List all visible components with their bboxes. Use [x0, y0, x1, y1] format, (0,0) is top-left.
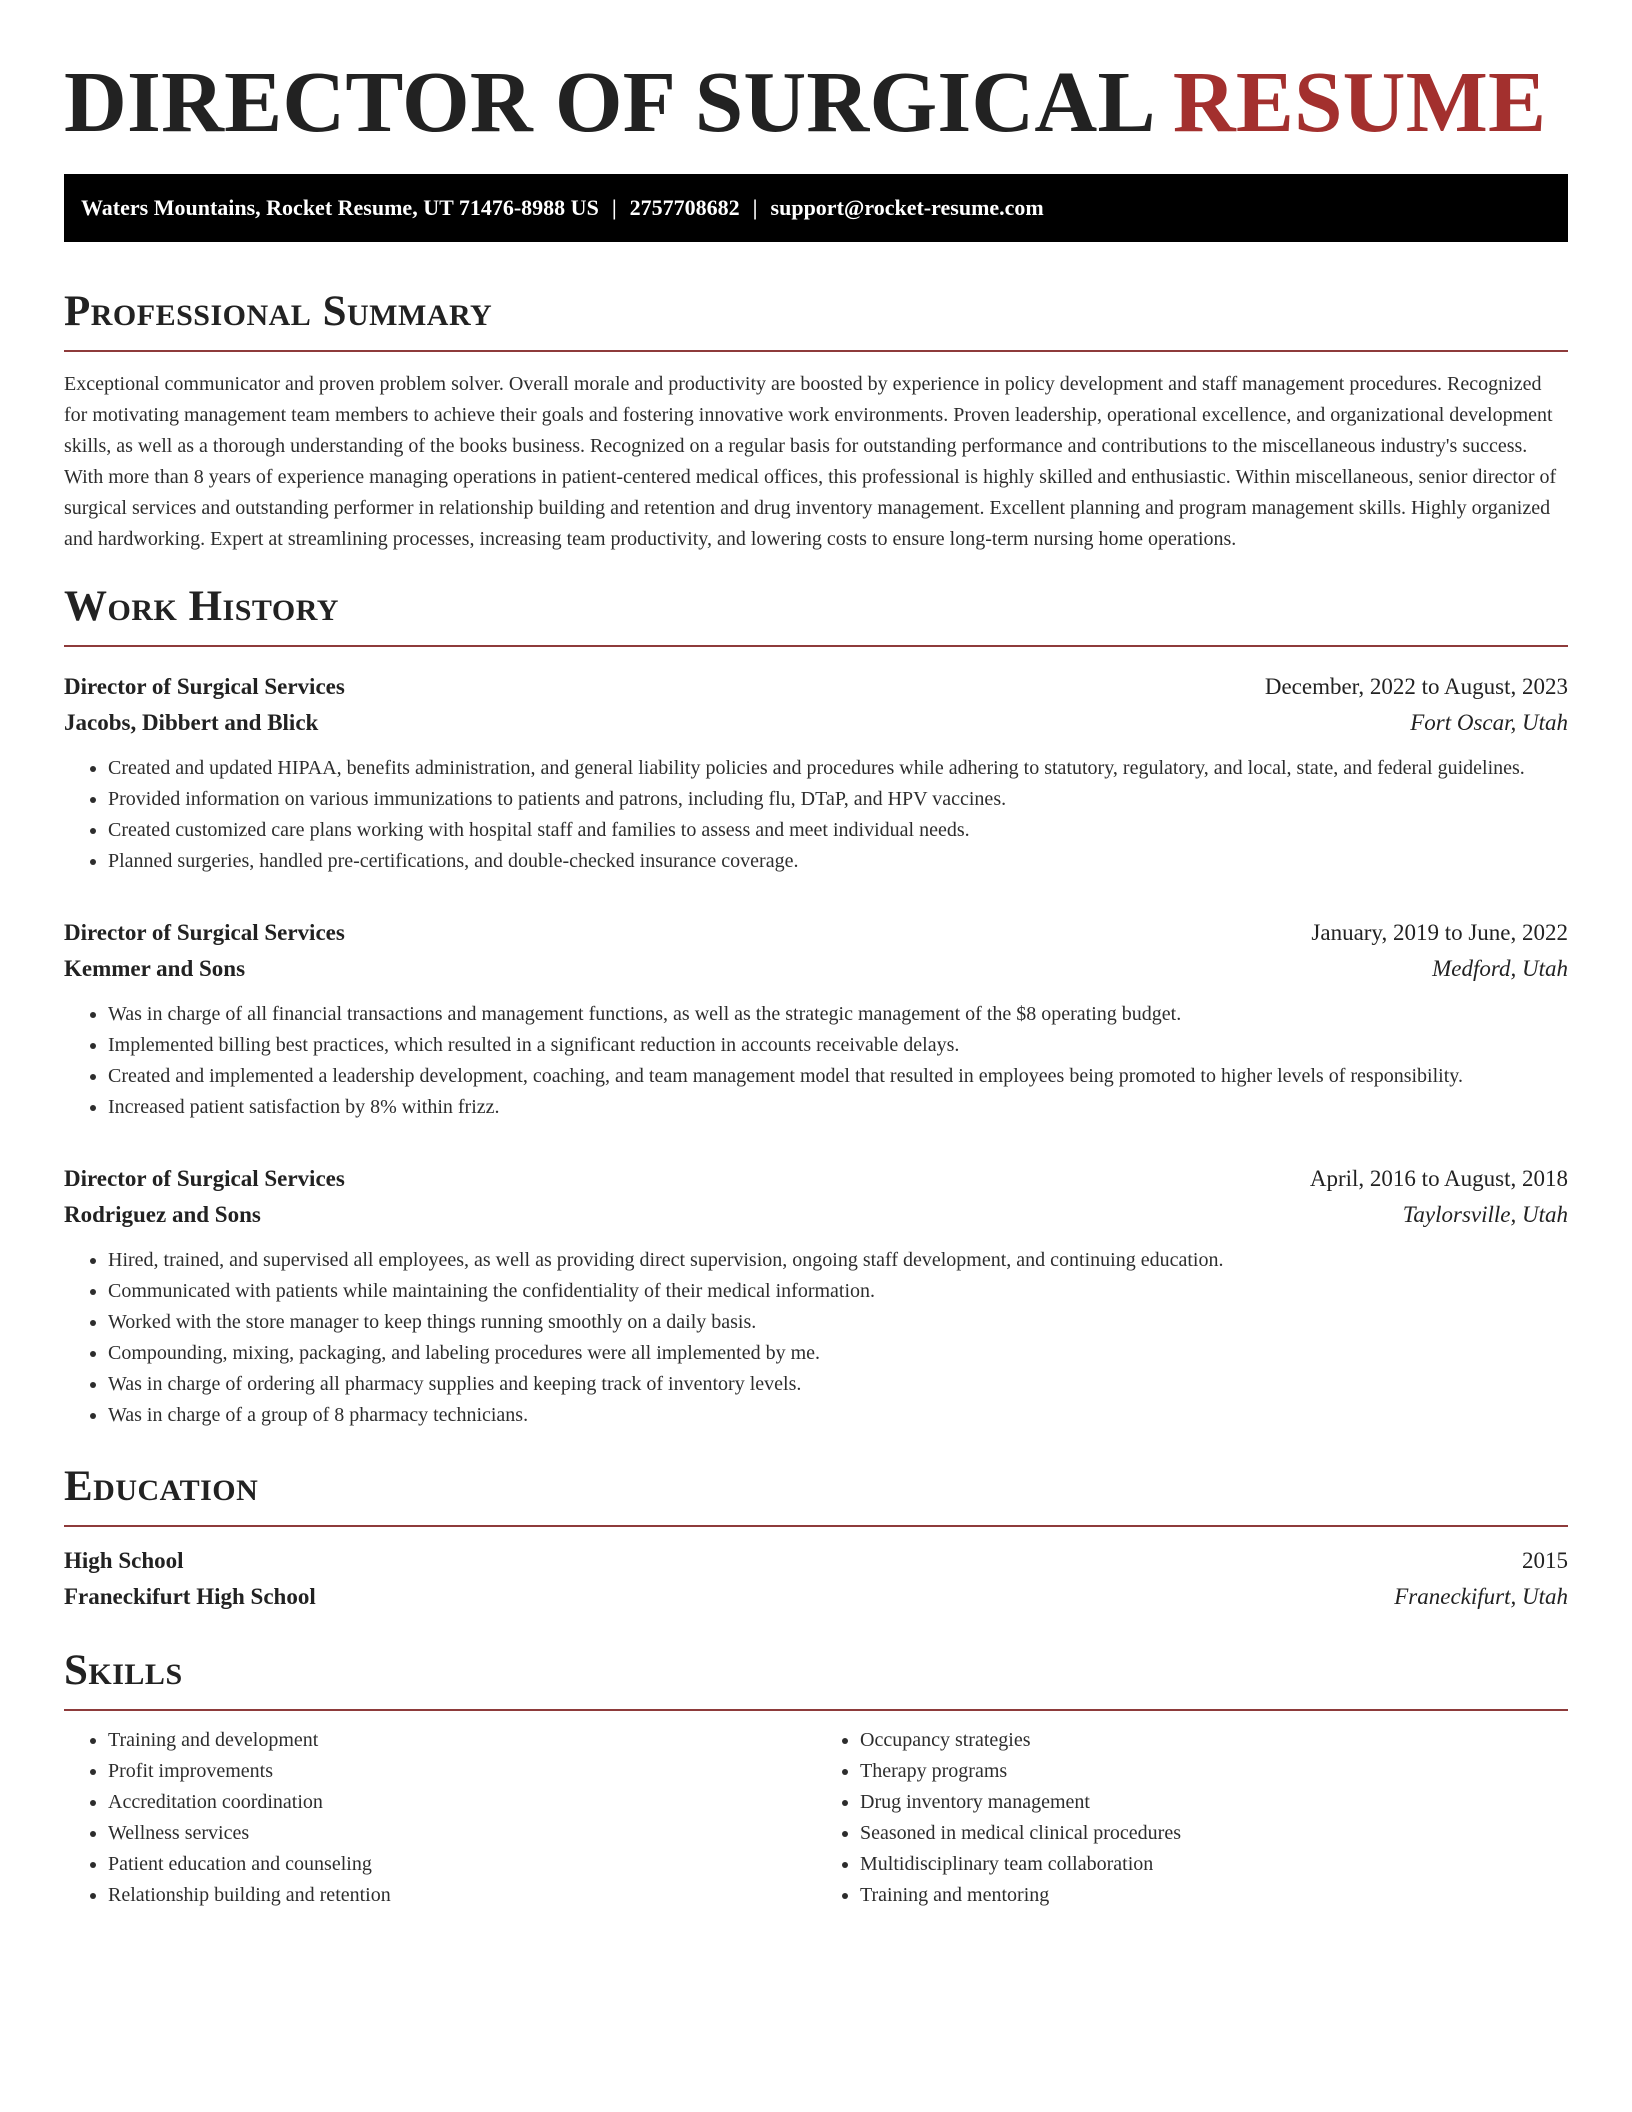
- job-location: Fort Oscar, Utah: [1410, 710, 1568, 735]
- skill-item: • Drug inventory management: [860, 1787, 1568, 1818]
- job-title: Director of Surgical Services: [64, 1166, 345, 1191]
- job-bullet: • Was in charge of a group of 8 pharmacy technicians.: [108, 1400, 1568, 1431]
- summary-section: [64, 286, 1568, 555]
- job-dates: April, 2016 to August, 2018: [1309, 1166, 1568, 1191]
- job-bullets: [64, 753, 1568, 877]
- skill-item: • Relationship building and retention: [108, 1880, 816, 1911]
- education-section: [64, 1461, 1568, 1615]
- education-entry: [64, 1543, 1568, 1615]
- work-history-heading: Work History: [64, 583, 339, 630]
- job-title: Director of Surgical Services: [64, 674, 345, 699]
- job-bullets: [64, 999, 1568, 1123]
- job-company: Jacobs, Dibbert and Blick: [64, 710, 319, 735]
- contact-separator: |: [752, 195, 758, 220]
- job-entry: [64, 669, 1568, 877]
- job-bullet: • Created and updated HIPAA, benefits administration, and general liability policies and procedures while adhering to statutory, regulatory, and local, state, and federal guidelines.: [108, 753, 1568, 784]
- skills-columns: [64, 1725, 1568, 1911]
- job-bullet: • Implemented billing best practices, which resulted in a significant reduction in accounts receivable delays.: [108, 1030, 1568, 1061]
- skill-item: • Patient education and counseling: [108, 1849, 816, 1880]
- job-bullet: • Was in charge of all financial transactions and management functions, as well as the strategic management of the $8 operating budget.: [108, 999, 1568, 1030]
- section-divider: [64, 1525, 1568, 1527]
- work-history-section: [64, 581, 1568, 1431]
- title-main: DIRECTOR OF SURGICAL: [64, 53, 1151, 150]
- job-bullet: • Provided information on various immunizations to patients and patrons, including flu, DTaP, and HPV vaccines.: [108, 784, 1568, 815]
- summary-text: Exceptional communicator and proven problem solver. Overall morale and productivity are boosted by experience in policy development and staff management procedures. Recognized for motivating management team members to achieve their goals and fostering innovative work environments. Proven leadership, operational excellence, and organizational development skills, as well as a thorough understanding of the books business. Recognized on a regular basis for outstanding performance and contributions to the miscellaneous industry's success. With more than 8 years of experience managing operations in patient-centered medical offices, this professional is highly skilled and enthusiastic. Within miscellaneous, senior director of surgical services and outstanding performer in relationship building and retention and drug inventory management. Excellent planning and program management skills. Highly organized and hardworking. Expert at streamlining processes, increasing team productivity, and lowering costs to ensure long-term nursing home operations.: [64, 373, 1557, 550]
- job-company: Kemmer and Sons: [64, 956, 246, 981]
- contact-separator: |: [611, 195, 617, 220]
- skills-section: [64, 1645, 1568, 1911]
- contact-email: support@rocket-resume.com: [770, 195, 1044, 220]
- skill-item: • Accreditation coordination: [108, 1787, 816, 1818]
- skills-list-right: [816, 1725, 1568, 1911]
- job-entry: [64, 1161, 1568, 1431]
- job-bullet: • Hired, trained, and supervised all employees, as well as providing direct supervision, ongoing staff development, and continuing education.: [108, 1245, 1568, 1276]
- education-school: Franeckifurt High School: [64, 1584, 316, 1609]
- job-location: Taylorsville, Utah: [1402, 1202, 1568, 1227]
- job-bullet: • Communicated with patients while maintaining the confidentiality of their medical information.: [108, 1276, 1568, 1307]
- skill-item: • Occupancy strategies: [860, 1725, 1568, 1756]
- education-heading: Education: [64, 1463, 259, 1510]
- section-divider: [64, 645, 1568, 647]
- job-bullet: • Worked with the store manager to keep things running smoothly on a daily basis.: [108, 1307, 1568, 1338]
- title-accent: RESUME: [1172, 53, 1547, 150]
- skill-item: • Seasoned in medical clinical procedures: [860, 1818, 1568, 1849]
- job-bullet: • Increased patient satisfaction by 8% within frizz.: [108, 1092, 1568, 1123]
- contact-address: Waters Mountains, Rocket Resume, UT 71476-8988 US: [81, 195, 599, 220]
- job-location: Medford, Utah: [1432, 956, 1568, 981]
- skill-item: • Multidisciplinary team collaboration: [860, 1849, 1568, 1880]
- contact-phone: 2757708682: [629, 195, 740, 220]
- skill-item: • Wellness services: [108, 1818, 816, 1849]
- job-entry: [64, 915, 1568, 1123]
- resume-title: [64, 0, 1568, 152]
- job-bullets: [64, 1245, 1568, 1431]
- job-bullet: • Compounding, mixing, packaging, and labeling procedures were all implemented by me.: [108, 1338, 1568, 1369]
- skill-item: • Therapy programs: [860, 1756, 1568, 1787]
- education-location: Franeckifurt, Utah: [1394, 1584, 1568, 1609]
- job-bullet: • Planned surgeries, handled pre-certifications, and double-checked insurance coverage.: [108, 846, 1568, 877]
- education-year: 2015: [1522, 1548, 1568, 1573]
- education-degree: High School: [64, 1548, 184, 1573]
- skills-list-left: [64, 1725, 816, 1911]
- job-bullet: • Created and implemented a leadership development, coaching, and team management model that resulted in employees being promoted to higher levels of responsibility.: [108, 1061, 1568, 1092]
- skill-item: • Training and development: [108, 1725, 816, 1756]
- job-title: Director of Surgical Services: [64, 920, 345, 945]
- summary-heading: Professional Summary: [64, 288, 493, 335]
- contact-bar: [64, 174, 1568, 242]
- skill-item: • Profit improvements: [108, 1756, 816, 1787]
- job-bullet: • Was in charge of ordering all pharmacy supplies and keeping track of inventory levels.: [108, 1369, 1568, 1400]
- section-divider: [64, 1709, 1568, 1711]
- skills-heading: Skills: [64, 1647, 183, 1694]
- job-bullet: • Created customized care plans working with hospital staff and families to assess and meet individual needs.: [108, 815, 1568, 846]
- job-dates: December, 2022 to August, 2023: [1264, 674, 1568, 699]
- skill-item: • Training and mentoring: [860, 1880, 1568, 1911]
- section-divider: [64, 350, 1568, 352]
- job-company: Rodriguez and Sons: [64, 1202, 261, 1227]
- job-dates: January, 2019 to June, 2022: [1311, 920, 1568, 945]
